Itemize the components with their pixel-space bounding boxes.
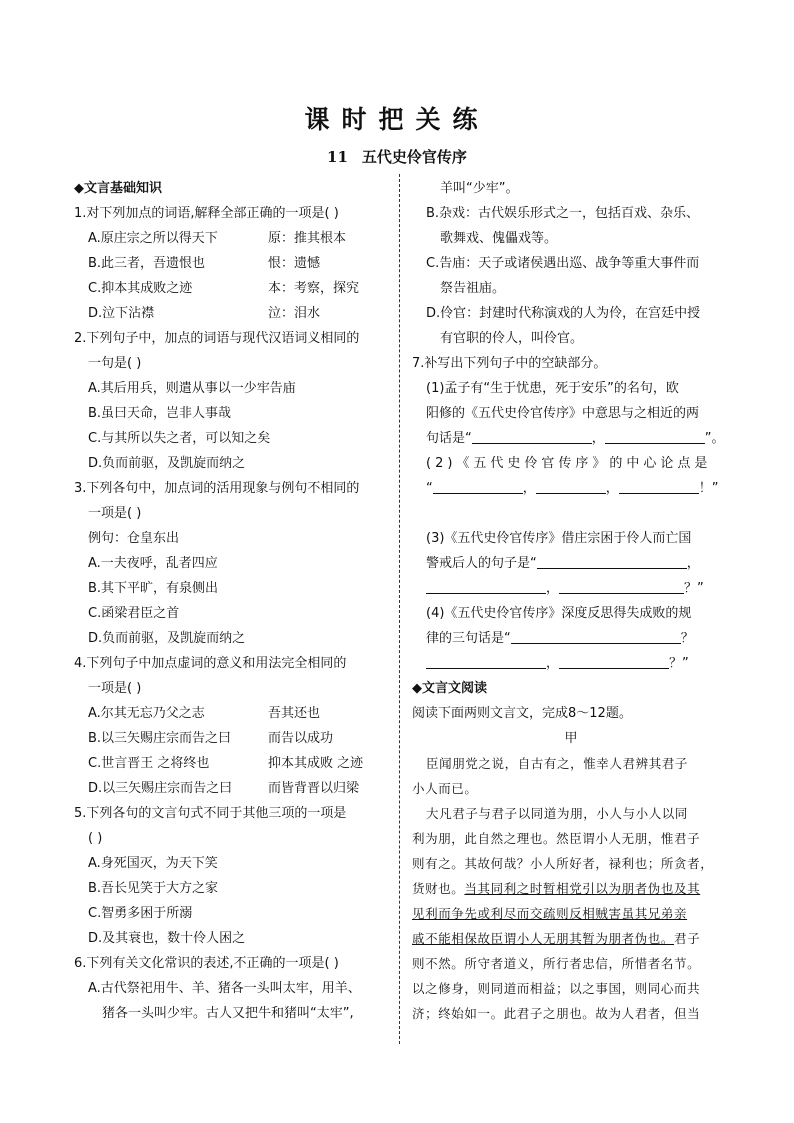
- option-6c: C.告庙：天子或诸侯遇出巡、战争等重大事件而: [426, 256, 700, 271]
- option-6b: B.杂戏：古代娱乐形式之一，包括百戏、杂乐、: [426, 206, 700, 221]
- question-6: 6.下列有关文化常识的表述,不正确的一项是( ): [74, 956, 339, 971]
- question-1: 1.对下列加点的词语,解释全部正确的一项是( ): [74, 206, 339, 221]
- right-column: [412, 176, 730, 1026]
- question-7-1-blanks: 句话是“ ， ”。: [426, 431, 725, 446]
- option-2d: D.负而前驱，及凯旋而纳之: [88, 456, 246, 471]
- question-3-example: 例句：仓皇东出: [88, 531, 180, 546]
- underlined-sentence: 当其同利之时暂相党引以为朋者伪也及其: [464, 881, 701, 896]
- option-6a: A.古代祭祀用牛、羊、猪各一头叫太牢，用羊、: [88, 981, 361, 996]
- option-1c: C.抑本其成败之迹 本：考察，探究: [88, 281, 360, 296]
- blank-field[interactable]: [426, 654, 546, 669]
- lesson-title: [0, 146, 794, 167]
- option-4a: A.尔其无忘乃父之志 吾其还也: [88, 706, 321, 721]
- option-5a: A.身死国灭，为天下笑: [88, 856, 218, 871]
- question-7-1: (1)孟子有“生于忧患，死于安乐”的名句，欧: [426, 381, 679, 396]
- option-1d: D.泣下沾襟 泣：泪水: [88, 306, 321, 321]
- question-7-3-blanks: ， ？”: [412, 576, 730, 601]
- option-2c: C.与其所以失之者，可以知之矣: [88, 431, 271, 446]
- option-6d-cont: 有官职的伶人，叫伶官。: [440, 331, 584, 346]
- question-2: 2.下列句子中，加点的词语与现代汉语词义相同的: [74, 331, 360, 346]
- blank-field[interactable]: [511, 629, 681, 644]
- question-7-4: (4)《五代史伶官传序》深度反思得失成败的规: [426, 606, 692, 621]
- question-4: 4.下列句子中加点虚词的意义和用法完全相同的: [74, 656, 347, 671]
- underlined-sentence: 戚不能相保故臣谓小人无朋其暂为朋者伪也。: [412, 931, 675, 946]
- blank-field[interactable]: [536, 479, 606, 494]
- blank-field[interactable]: [426, 579, 546, 594]
- option-2a: A.其后用兵，则遣从事以一少牢告庙: [88, 381, 296, 396]
- column-divider: [399, 174, 400, 1044]
- question-7-2-blanks: “ ， ， ！”: [426, 481, 719, 496]
- blank-field[interactable]: [537, 554, 687, 569]
- section-heading-basics: ◆文言基础知识: [74, 181, 162, 196]
- question-7: 7.补写出下列句子中的空缺部分。: [412, 356, 607, 371]
- blank-field[interactable]: [433, 479, 523, 494]
- passage-jia: 臣闻朋党之说，自古有之，惟幸人君辨其君子 小人而已。 大凡君子与君子以同道为朋，小人与小人以同 利为朋，此自然之理也。然臣谓小人无朋，惟君子 则有之。其故何哉？小人所好者，禄利也；所贪者， 货财也。当其同利之时暂相党引以为朋者伪也及其 见利而争先或利尽而交疏则反相贼害虽其兄弟亲 戚不能相保故臣谓小人无朋其暂为朋者伪也。君子 则不然。所守者道义，所行者忠信，所惜者名节。 以之修身，则同道而相益；以之事国，则同心而共 济；终始如一。此君子之朋也。故为人君者，但当: [412, 751, 730, 1026]
- option-5c: C.智勇多困于所溺: [88, 906, 193, 921]
- option-3a: A.一夫夜呼，乱者四应: [88, 556, 218, 571]
- underlined-sentence: 见利而争先或利尽而交疏则反相贼害虽其兄弟亲: [412, 906, 688, 921]
- section-heading-reading: ◆文言文阅读: [412, 681, 487, 696]
- option-3b: B.其下平旷，有泉侧出: [88, 581, 219, 596]
- question-7-4-blanks: ， ？”: [412, 651, 730, 676]
- question-3-cont: 一项是( ): [88, 506, 142, 521]
- question-5-cont: ( ): [88, 831, 103, 846]
- option-1b: B.此三者，吾遗恨也 恨：遗憾: [88, 256, 321, 271]
- blank-field[interactable]: [605, 429, 705, 444]
- option-6a-end: 羊叫“少牢”。: [440, 181, 519, 196]
- option-5b: B.吾长见笑于大方之家: [88, 881, 219, 896]
- option-6a-cont: 猪各一头叫少牢。古人又把牛和猪叫“太牢”,: [102, 1006, 354, 1021]
- lesson-name: 五代史伶官传序: [361, 148, 467, 166]
- option-5d: D.及其衰也，数十伶人困之: [88, 931, 246, 946]
- question-4-cont: 一项是( ): [88, 681, 142, 696]
- option-6b-cont: 歌舞戏、傀儡戏等。: [440, 231, 558, 246]
- option-3d: D.负而前驱，及凯旋而纳之: [88, 631, 246, 646]
- left-column: [74, 176, 392, 1026]
- page-title: 课时把关练: [304, 105, 490, 134]
- option-6c-cont: 祭告祖庙。: [440, 281, 506, 296]
- question-7-4-cont: 律的三句话是“ ？: [426, 631, 694, 646]
- option-2b: B.虽曰天命，岂非人事哉: [88, 406, 232, 421]
- question-5: 5.下列各句的文言句式不同于其他三项的一项是: [74, 806, 347, 821]
- blank-field[interactable]: [619, 479, 699, 494]
- question-7-2: (2)《五代史伶官传序》的中心论点是: [426, 456, 712, 471]
- question-7-1-cont: 阳修的《五代史伶官传序》中意思与之相近的两: [426, 406, 700, 421]
- option-4b: B.以三矢赐庄宗而告之曰 而告以成功: [88, 731, 334, 746]
- lesson-number: 11: [327, 148, 348, 166]
- option-3c: C.函梁君臣之首: [88, 606, 180, 621]
- blank-field[interactable]: [559, 654, 669, 669]
- blank-field[interactable]: [559, 579, 684, 594]
- option-1a: A.原庄宗之所以得天下 原：推其根本: [88, 231, 347, 246]
- question-3: 3.下列各句中，加点词的活用现象与例句不相同的: [74, 481, 360, 496]
- option-6d: D.伶官：封建时代称演戏的人为伶，在宫廷中授: [426, 306, 701, 321]
- blank-field[interactable]: [472, 429, 592, 444]
- question-2-cont: 一句是( ): [88, 356, 142, 371]
- reading-instructions: 阅读下面两则文言文，完成8～12题。: [412, 706, 632, 721]
- question-7-3-cont: 警戒后人的句子是“ ，: [426, 556, 700, 571]
- passage-label: 甲: [564, 731, 578, 746]
- option-4d: D.以三矢赐庄宗而告之曰 而皆背晋以归梁: [88, 781, 360, 796]
- question-7-3: (3)《五代史伶官传序》借庄宗困于伶人而亡国: [426, 531, 692, 546]
- option-4c: C.世言晋王 之将终也 抑本其成败 之迹: [88, 756, 364, 771]
